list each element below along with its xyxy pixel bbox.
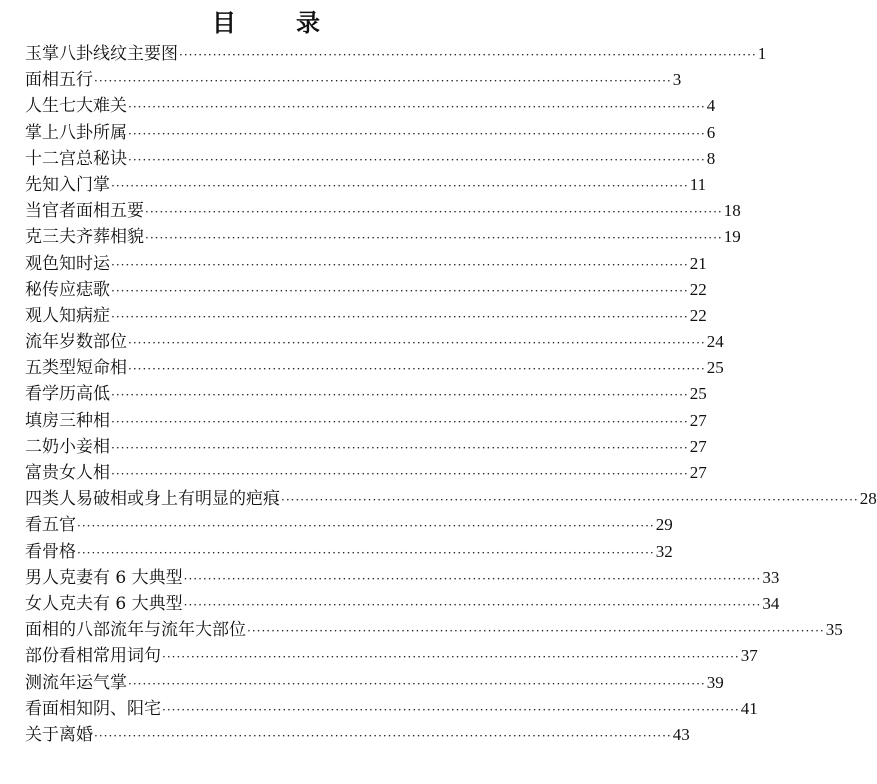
toc-entry-page: 29	[655, 515, 673, 535]
toc-entry[interactable]	[25, 643, 758, 669]
toc-entry-page: 6	[706, 122, 716, 142]
toc-entry[interactable]	[25, 172, 707, 198]
toc-entry-label: 看学历高低	[25, 384, 110, 405]
toc-entry[interactable]	[25, 303, 707, 329]
toc-entry-label: 先知入门掌	[25, 174, 110, 195]
toc-entry-page: 1	[757, 44, 767, 63]
toc-entry-page: 21	[689, 253, 707, 273]
toc-dot-leader: ························································································································	[183, 597, 762, 612]
toc-entry-label: 填房三种相	[25, 410, 110, 431]
toc-entry-label: 克三夫齐葬相貌	[25, 227, 144, 248]
toc-dot-leader: ························································································································	[111, 388, 689, 403]
toc-entry-page: 22	[689, 279, 707, 299]
toc-entry-page: 35	[825, 620, 843, 640]
toc-entry-label: 女人克夫有 6 大典型	[25, 593, 183, 614]
toc-entry[interactable]	[25, 565, 780, 591]
toc-entry[interactable]	[25, 120, 716, 146]
toc-entry-page: 4	[706, 96, 716, 116]
toc-dot-leader: ························································································································	[145, 231, 723, 246]
toc-entry-page: 3	[672, 70, 682, 90]
toc-entry-label: 面相的八部流年与流年大部位	[25, 620, 246, 641]
toc-entry-label: 面相五行	[25, 70, 93, 91]
toc-entry-label: 秘传应痣歌	[25, 279, 110, 300]
toc-dot-leader: ························································································································	[162, 650, 740, 665]
toc-dot-leader: ························································································································	[94, 74, 672, 89]
toc-dot-leader: ························································································································	[128, 100, 706, 115]
toc-dot-leader: ························································································································	[111, 257, 689, 272]
toc-entry[interactable]	[25, 381, 707, 407]
toc-entry-page: 27	[689, 436, 707, 456]
toc-entry[interactable]	[25, 355, 724, 381]
toc-entry[interactable]	[25, 434, 707, 460]
toc-entry-label: 掌上八卦所属	[25, 122, 127, 143]
toc-dot-leader: ························································································································	[128, 152, 706, 167]
toc-entry[interactable]	[25, 617, 843, 643]
toc-entry-page: 37	[740, 646, 758, 666]
toc-entry-page: 27	[689, 410, 707, 430]
toc-dot-leader: ························································································································	[128, 336, 706, 351]
toc-entry-page: 39	[706, 672, 724, 692]
toc-entry-page: 24	[706, 332, 724, 352]
toc-list	[25, 41, 877, 748]
toc-entry-label: 玉掌八卦线纹主要图	[25, 44, 178, 64]
toc-entry-label: 看面相知阴、阳宅	[25, 698, 161, 719]
toc-dot-leader: ························································································································	[111, 414, 689, 429]
toc-dot-leader: ························································································································	[128, 126, 706, 141]
toc-entry[interactable]	[25, 670, 724, 696]
toc-entry[interactable]	[25, 408, 707, 434]
toc-entry[interactable]	[25, 539, 673, 565]
toc-title: 目 录	[212, 8, 338, 37]
toc-dot-leader: ························································································································	[281, 493, 859, 508]
toc-dot-leader: ························································································································	[179, 48, 757, 62]
toc-entry[interactable]	[25, 198, 741, 224]
toc-entry[interactable]	[25, 224, 741, 250]
toc-entry[interactable]	[25, 460, 707, 486]
toc-entry-label: 观色知时运	[25, 253, 110, 274]
toc-entry-label: 流年岁数部位	[25, 332, 127, 353]
toc-dot-leader: ························································································································	[162, 702, 740, 717]
toc-entry-page: 28	[859, 489, 877, 509]
toc-entry-page: 8	[706, 148, 716, 168]
toc-dot-leader: ························································································································	[77, 519, 655, 534]
toc-dot-leader: ························································································································	[183, 571, 762, 586]
toc-entry[interactable]	[25, 41, 767, 67]
toc-entry[interactable]	[25, 67, 682, 93]
toc-dot-leader: ························································································································	[111, 178, 689, 193]
toc-entry-label: 男人克妻有 6 大典型	[25, 567, 183, 588]
toc-entry-label: 部份看相常用词句	[25, 646, 161, 667]
toc-entry-page: 18	[723, 201, 741, 221]
toc-entry-page: 33	[762, 567, 780, 587]
toc-entry-label: 人生七大难关	[25, 96, 127, 117]
toc-entry[interactable]	[25, 146, 716, 172]
toc-entry[interactable]	[25, 329, 724, 355]
toc-entry[interactable]	[25, 486, 877, 512]
toc-dot-leader: ························································································································	[128, 676, 706, 691]
toc-entry-page: 19	[723, 227, 741, 247]
toc-entry-page: 25	[706, 358, 724, 378]
toc-entry[interactable]	[25, 512, 673, 538]
toc-entry-label: 关于离婚	[25, 724, 93, 745]
toc-entry-label: 观人知病症	[25, 305, 110, 326]
toc-entry-label: 看五官	[25, 515, 76, 536]
toc-entry-page: 25	[689, 384, 707, 404]
toc-entry[interactable]	[25, 722, 690, 748]
toc-entry-label: 当官者面相五要	[25, 201, 144, 222]
toc-entry-page: 27	[689, 463, 707, 482]
toc-entry-label: 四类人易破相或身上有明显的疤痕	[25, 489, 280, 510]
toc-entry-label: 五类型短命相	[25, 358, 127, 379]
toc-entry[interactable]	[25, 93, 716, 119]
toc-entry[interactable]	[25, 277, 707, 303]
toc-entry-label: 看骨格	[25, 541, 76, 562]
toc-dot-leader: ························································································································	[111, 309, 689, 324]
toc-entry-page: 41	[740, 698, 758, 718]
toc-entry[interactable]	[25, 591, 780, 617]
toc-dot-leader: ························································································································	[111, 467, 689, 481]
toc-dot-leader: ························································································································	[77, 545, 655, 560]
toc-dot-leader: ························································································································	[145, 205, 723, 220]
toc-entry-label: 十二宫总秘诀	[25, 148, 127, 169]
toc-entry-label: 富贵女人相	[25, 463, 110, 483]
toc-entry-label: 二奶小妾相	[25, 436, 110, 457]
toc-entry-page: 43	[672, 724, 690, 744]
toc-dot-leader: ························································································································	[94, 728, 672, 743]
toc-entry-page: 32	[655, 541, 673, 561]
toc-dot-leader: ························································································································	[128, 362, 706, 377]
toc-entry-page: 22	[689, 305, 707, 325]
toc-entry[interactable]	[25, 696, 758, 722]
toc-entry-label: 测流年运气掌	[25, 672, 127, 693]
toc-entry-page: 11	[689, 174, 707, 194]
toc-dot-leader: ························································································································	[111, 283, 689, 298]
toc-entry-page: 34	[762, 593, 780, 613]
toc-dot-leader: ························································································································	[111, 440, 689, 455]
toc-dot-leader: ························································································································	[247, 624, 825, 639]
toc-entry[interactable]	[25, 251, 707, 277]
